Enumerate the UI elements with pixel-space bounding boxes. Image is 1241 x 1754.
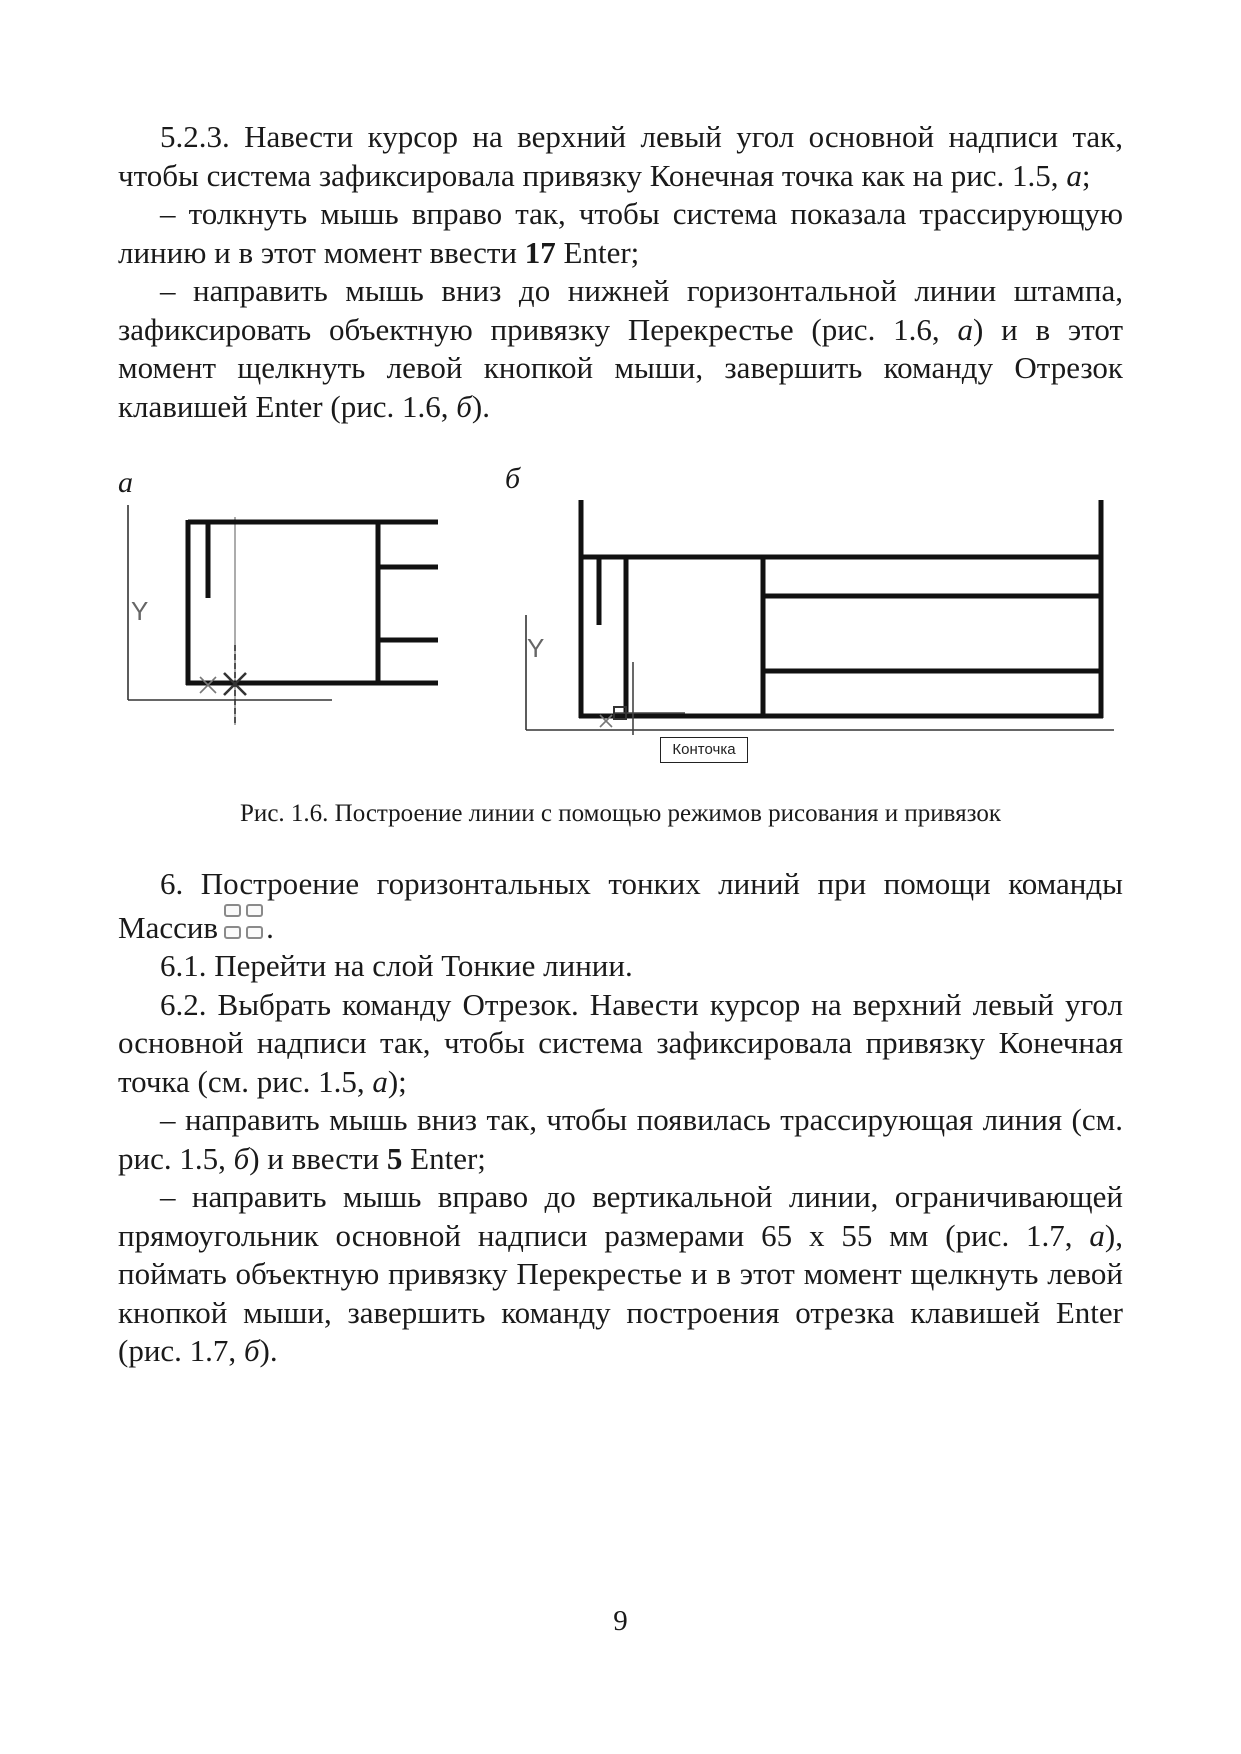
section-6-heading-text: 6. Построение горизонтальных тонких линий при помощи команды Массив — [118, 866, 1123, 945]
snap-tooltip: Конточка — [660, 737, 748, 763]
text-run: 5 — [386, 1140, 403, 1176]
section-6-heading-end: . — [266, 909, 274, 945]
text-run: 17 — [524, 234, 556, 270]
text-run: б — [456, 388, 472, 424]
top-paragraph — [118, 195, 1123, 272]
text-run: – направить мышь вниз до нижней горизонтальной линии штампа, зафиксировать объектную привязку Перекрестье (рис. 1.6, — [118, 273, 1123, 347]
text-run: б — [243, 1333, 260, 1368]
text-run: 5.2.3. Навести курсор на верхний левый угол основной надписи так, чтобы система зафиксировала привязку Конечная точка как на рис. 1.5, — [118, 119, 1123, 193]
text-run: а — [957, 311, 973, 347]
figure-caption: Рис. 1.6. Построение линии с помощью режимов рисования и привязок — [240, 800, 1001, 827]
text-run: ) и в этот момент щелкнуть левой кнопкой мыши, завершить команду Отрезок клавишей Enter (рис. 1.6, — [118, 311, 1123, 424]
text-run: 6.2. Выбрать команду Отрезок. Навести курсор на верхний левый угол основной надписи так, чтобы система зафиксировала привязку Конечная точка (см. рис. 1.5, — [118, 986, 1123, 1099]
paragraphs-top — [118, 118, 1123, 426]
text-run: 6.1. Перейти на слой Тонкие линии. — [160, 948, 633, 983]
text-run: Enter; — [402, 1140, 486, 1176]
text-run: ) и ввести — [249, 1140, 387, 1176]
figure-label-a: а — [118, 466, 133, 499]
text-run: б — [233, 1140, 250, 1176]
bottom-paragraph — [118, 1101, 1123, 1178]
text-run: а — [1066, 157, 1082, 193]
top-paragraph — [118, 272, 1123, 426]
text-run: ); — [387, 1063, 407, 1099]
text-run: – направить мышь вниз так, чтобы появилась трассирующая линия (см. рис. 1.5, — [118, 1102, 1123, 1176]
array-grid-icon — [222, 904, 266, 942]
paragraphs-bottom — [118, 947, 1123, 1371]
top-paragraph — [118, 118, 1123, 195]
text-block-top — [118, 118, 1123, 426]
text-run: – толкнуть мышь вправо так, чтобы система показала трассирующую линию и в этот момент ввести — [118, 196, 1123, 270]
figure-a-y-label: Y — [131, 596, 149, 626]
bottom-paragraph — [118, 1178, 1123, 1371]
section-6-heading — [118, 865, 1123, 947]
text-run: – направить мышь вправо до вертикальной линии, ограничивающей прямоугольник основной надписи размерами 65 x 55 мм (рис. 1.7, — [118, 1179, 1123, 1253]
bottom-paragraph — [118, 947, 1123, 986]
text-run: ), поймать объектную привязку Перекрестье и в этот момент щелкнуть левой кнопкой мыши, завершить команду построения отрезка клавишей Enter (рис. 1.7, — [118, 1217, 1123, 1368]
figure-b-y-label: Y — [527, 633, 545, 663]
figure-a-drawing — [120, 495, 450, 735]
text-run: а — [1089, 1217, 1105, 1253]
text-run: ). — [471, 388, 490, 424]
page-number: 9 — [613, 1605, 628, 1637]
text-block-bottom — [118, 865, 1123, 1371]
figure-b-drawing — [518, 495, 1118, 775]
text-run: ; — [1081, 157, 1091, 193]
figure-label-b: б — [505, 462, 521, 495]
text-run: Enter; — [555, 234, 640, 270]
text-run: а — [372, 1063, 388, 1099]
text-run: ). — [259, 1333, 278, 1368]
bottom-paragraph — [118, 986, 1123, 1102]
